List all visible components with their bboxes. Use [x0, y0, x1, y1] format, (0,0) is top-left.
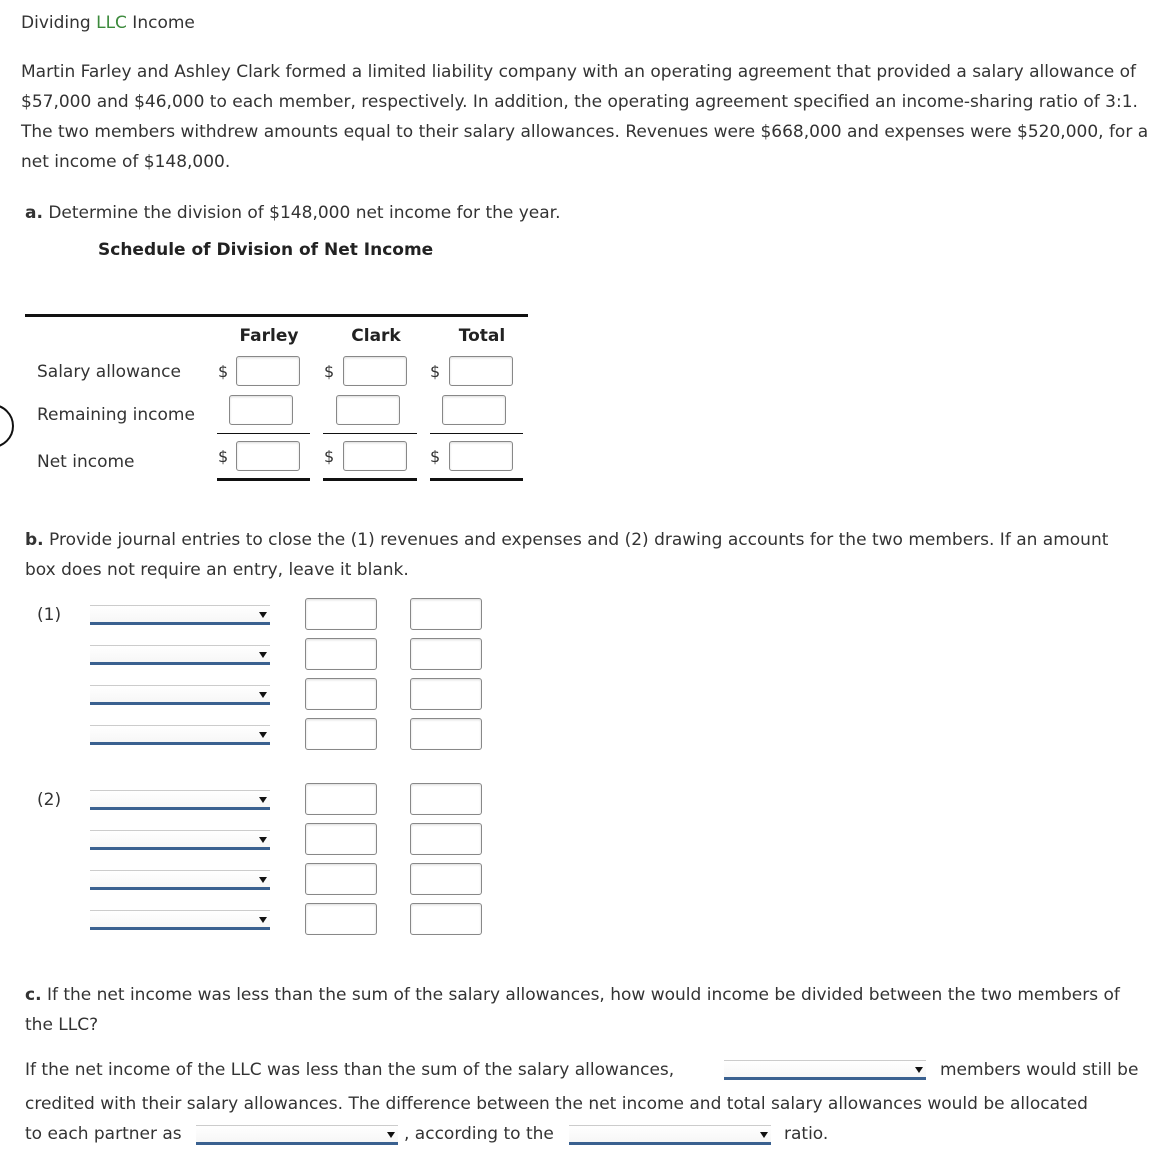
account-dropdown[interactable] [90, 725, 270, 745]
part-c-question [25, 980, 1135, 1040]
credit-amount-input[interactable] [410, 598, 482, 630]
credit-amount-input[interactable] [410, 678, 482, 710]
debit-amount-input[interactable] [305, 903, 377, 935]
part-c-dropdown-2[interactable] [196, 1125, 398, 1145]
credit-amount-input[interactable] [410, 638, 482, 670]
currency-symbol: $ [324, 447, 335, 466]
part-b-text: Provide journal entries to close the (1) revenues and expenses and (2) drawing accounts for the two members. If an amount box does not require an entry, leave it blank. [25, 530, 1109, 580]
part-c-text: If the net income was less than the sum of the salary allowances, how would income be divided between the two members of the LLC? [25, 985, 1120, 1035]
currency-symbol: $ [218, 362, 229, 381]
sum-rule [323, 433, 417, 434]
schedule-top-rule [25, 314, 528, 317]
chevron-down-icon [259, 837, 267, 843]
clark-net-income-input[interactable] [343, 441, 407, 471]
column-header-total: Total [458, 326, 506, 346]
sum-rule [430, 433, 523, 434]
debit-amount-input[interactable] [305, 783, 377, 815]
chevron-down-icon [259, 877, 267, 883]
schedule-title: Schedule of Division of Net Income [98, 240, 434, 260]
part-b-label: b. [25, 530, 44, 550]
farley-salary-input[interactable] [236, 356, 300, 386]
farley-remaining-input[interactable] [229, 395, 293, 425]
account-dropdown[interactable] [90, 645, 270, 665]
part-c-sentence-1: If the net income of the LLC was less than the sum of the salary allowances, [25, 1060, 675, 1080]
debit-amount-input[interactable] [305, 638, 377, 670]
farley-net-income-input[interactable] [236, 441, 300, 471]
total-salary-input[interactable] [449, 356, 513, 386]
part-a-question [25, 198, 561, 228]
debit-amount-input[interactable] [305, 718, 377, 750]
title-suffix: Income [126, 13, 195, 33]
credit-amount-input[interactable] [410, 863, 482, 895]
currency-symbol: $ [324, 362, 335, 381]
debit-amount-input[interactable] [305, 823, 377, 855]
part-c-sentence-3: credited with their salary allowances. The difference between the net income and total salary allowances would be allocated [25, 1094, 1088, 1114]
account-dropdown[interactable] [90, 685, 270, 705]
page-title [21, 13, 195, 33]
part-a-text: Determine the division of $148,000 net income for the year. [48, 203, 561, 223]
chevron-down-icon [259, 612, 267, 618]
llc-link[interactable]: LLC [96, 13, 127, 33]
chevron-down-icon [259, 652, 267, 658]
debit-amount-input[interactable] [305, 678, 377, 710]
clark-salary-input[interactable] [343, 356, 407, 386]
chevron-down-icon [259, 917, 267, 923]
part-a-label: a. [25, 203, 43, 223]
total-net-income-input[interactable] [449, 441, 513, 471]
currency-symbol: $ [218, 447, 229, 466]
part-c-sentence-4: to each partner as [25, 1124, 182, 1144]
credit-amount-input[interactable] [410, 823, 482, 855]
part-c-sentence-6: ratio. [784, 1124, 829, 1144]
credit-amount-input[interactable] [410, 783, 482, 815]
chevron-down-icon [259, 732, 267, 738]
chevron-down-icon [259, 797, 267, 803]
total-remaining-input[interactable] [442, 395, 506, 425]
debit-amount-input[interactable] [305, 598, 377, 630]
total-double-rule [430, 478, 523, 481]
chevron-down-icon [259, 692, 267, 698]
entry-1-label: (1) [37, 605, 62, 625]
account-dropdown[interactable] [90, 830, 270, 850]
chevron-down-icon [760, 1132, 768, 1138]
part-c-sentence-2: members would still be [940, 1060, 1139, 1080]
chevron-down-icon [915, 1067, 923, 1073]
chevron-down-icon [387, 1132, 395, 1138]
currency-symbol: $ [430, 447, 441, 466]
title-prefix: Dividing [21, 13, 97, 33]
account-dropdown[interactable] [90, 790, 270, 810]
part-c-label: c. [25, 985, 42, 1005]
left-edge-marker [0, 404, 14, 448]
clark-remaining-input[interactable] [336, 395, 400, 425]
row-label-net-income: Net income [37, 452, 135, 472]
part-c-dropdown-1[interactable] [724, 1060, 926, 1080]
column-header-farley: Farley [239, 326, 299, 346]
total-double-rule [217, 478, 310, 481]
currency-symbol: $ [430, 362, 441, 381]
debit-amount-input[interactable] [305, 863, 377, 895]
part-b-question [25, 525, 1135, 585]
row-label-remaining-income: Remaining income [37, 405, 195, 425]
column-header-clark: Clark [351, 326, 401, 346]
row-label-salary-allowance: Salary allowance [37, 362, 181, 382]
account-dropdown[interactable] [90, 870, 270, 890]
account-dropdown[interactable] [90, 605, 270, 625]
entry-2-label: (2) [37, 790, 62, 810]
account-dropdown[interactable] [90, 910, 270, 930]
problem-statement: Martin Farley and Ashley Clark formed a limited liability company with an operating agreement that provided a salary allowance of $57,000 and $46,000 to each member, respectively. In addition, the operating agreement specified an income-sharing ratio of 3:1. The two members withdrew amounts equal to their salary allowances. Revenues were $668,000 and expenses were $520,000, for a net income of $148,000. [21, 62, 1149, 172]
credit-amount-input[interactable] [410, 718, 482, 750]
total-double-rule [323, 478, 417, 481]
part-c-sentence-5: , according to the [404, 1124, 554, 1144]
sum-rule [217, 433, 310, 434]
credit-amount-input[interactable] [410, 903, 482, 935]
part-c-dropdown-3[interactable] [569, 1125, 771, 1145]
